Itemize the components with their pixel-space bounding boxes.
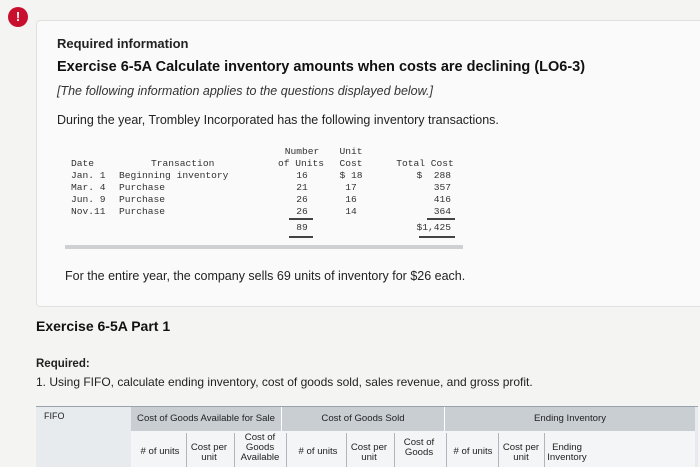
row-unit-cost: $ 18 bbox=[339, 170, 363, 181]
inventory-transactions-table bbox=[71, 146, 467, 246]
total-cost-sum: $1,425 bbox=[416, 222, 451, 233]
header-total-cost: Total Cost bbox=[396, 158, 454, 169]
row-transaction: Beginning inventory bbox=[119, 170, 229, 181]
column-divider bbox=[446, 433, 447, 467]
row-unit-cost: 14 bbox=[345, 206, 357, 217]
part-title: Exercise 6-5A Part 1 bbox=[36, 318, 171, 334]
required-label: Required: bbox=[36, 358, 90, 370]
col-header-sold-units: # of units bbox=[298, 446, 338, 457]
row-units: 26 bbox=[296, 206, 308, 217]
exercise-note: [The following information applies to the questions displayed below.] bbox=[57, 84, 433, 98]
row-unit-cost: 16 bbox=[345, 194, 357, 205]
col-header-sold-cost-per-unit: Cost per unit bbox=[350, 442, 388, 463]
row-units: 21 bbox=[296, 182, 308, 193]
col-header-available-cost: Cost of Goods Available bbox=[240, 432, 280, 463]
header-units-line1: Number bbox=[284, 146, 320, 157]
column-divider bbox=[286, 433, 287, 467]
cost-total-rule bbox=[419, 236, 455, 238]
intro-text: During the year, Trombley Incorporated has the following inventory transactions. bbox=[57, 113, 499, 127]
row-date: Jan. 1 bbox=[71, 170, 106, 181]
sales-text: For the entire year, the company sells 69 units of inventory for $26 each. bbox=[65, 269, 466, 283]
row-total-cost: 364 bbox=[433, 206, 451, 217]
column-divider bbox=[498, 433, 499, 467]
exercise-title: Exercise 6-5A Calculate inventory amounts when costs are declining (LO6-3) bbox=[57, 59, 586, 75]
row-transaction: Purchase bbox=[119, 182, 166, 193]
row-total-cost: $ 288 bbox=[416, 170, 451, 181]
fifo-label: FIFO bbox=[44, 411, 65, 421]
row-unit-cost: 17 bbox=[345, 182, 357, 193]
required-information-panel bbox=[36, 20, 700, 307]
column-divider bbox=[234, 433, 235, 467]
row-units: 26 bbox=[296, 194, 308, 205]
col-header-available-cost-per-unit: Cost per unit bbox=[190, 442, 228, 463]
header-units-line2: of Units bbox=[277, 158, 325, 169]
row-date: Mar. 4 bbox=[71, 182, 106, 193]
required-information-heading: Required information bbox=[57, 36, 189, 51]
units-total-rule bbox=[289, 236, 313, 238]
row-date: Nov.11 bbox=[71, 206, 106, 217]
total-subtotal-rule bbox=[427, 218, 455, 220]
group-header-available: Cost of Goods Available for Sale bbox=[137, 413, 275, 424]
row-units: 16 bbox=[296, 170, 308, 181]
alert-icon: ! bbox=[8, 7, 28, 27]
row-transaction: Purchase bbox=[119, 194, 166, 205]
instruction-text: 1. Using FIFO, calculate ending inventory, cost of goods sold, sales revenue, and gross profit. bbox=[36, 375, 533, 389]
total-units: 89 bbox=[296, 222, 308, 233]
col-header-sold-cost: Cost of Goods bbox=[403, 437, 435, 458]
row-total-cost: 357 bbox=[433, 182, 451, 193]
units-subtotal-rule bbox=[289, 218, 313, 220]
col-header-available-units: # of units bbox=[140, 446, 180, 457]
header-cost-line2: Cost bbox=[339, 158, 363, 169]
fifo-worksheet-table bbox=[36, 406, 698, 467]
header-date: Date bbox=[71, 158, 95, 169]
row-transaction: Purchase bbox=[119, 206, 166, 217]
divider-bar bbox=[65, 245, 463, 249]
row-date: Jun. 9 bbox=[71, 194, 106, 205]
group-header-ending: Ending Inventory bbox=[534, 413, 606, 424]
col-header-ending-cost-per-unit: Cost per unit bbox=[502, 442, 540, 463]
header-cost-line1: Unit bbox=[339, 146, 363, 157]
header-transaction: Transaction bbox=[151, 158, 215, 169]
col-header-ending-units: # of units bbox=[453, 446, 493, 457]
col-header-ending-inventory: Ending Inventory bbox=[547, 442, 587, 463]
row-total-cost: 416 bbox=[433, 194, 451, 205]
group-header-cogs: Cost of Goods Sold bbox=[321, 413, 405, 424]
